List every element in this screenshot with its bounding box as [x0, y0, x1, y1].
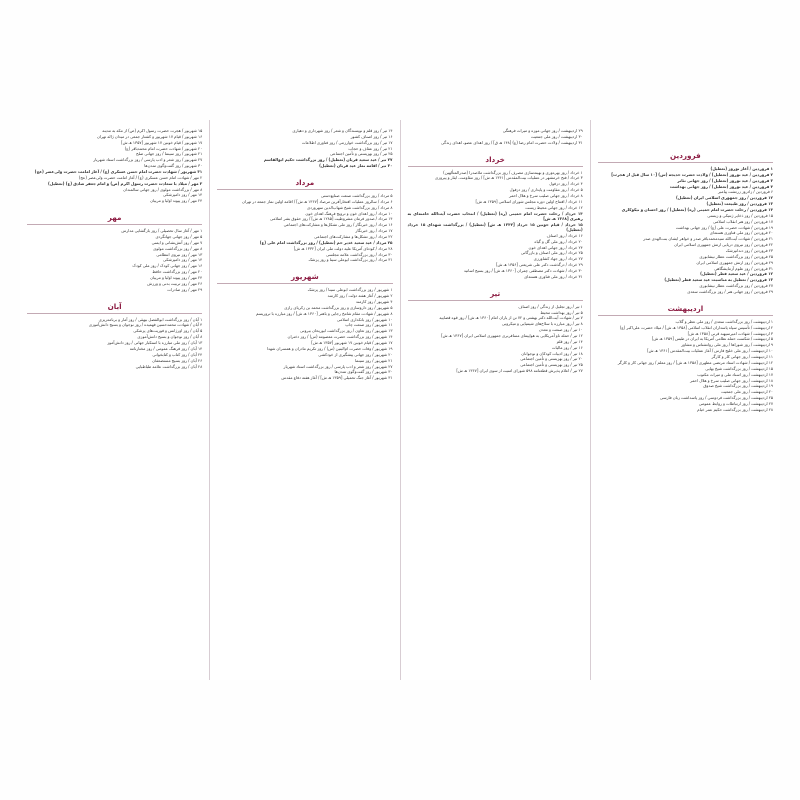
occasion-item: ۱۶ تیر / روز مالیات	[551, 344, 583, 350]
occasion-item: ۲۵ تیر / روز بهزیستی و تأمین اجتماعی	[329, 151, 393, 157]
occasion-item: ۱۵ خرداد / قیام خونین ۱۵ خرداد [۱۳۴۲ هـ ش] (تعطیل) / بزرگداشت شهدای ۱۵ خرداد (تعطیل)	[407, 221, 583, 232]
occasion-item: ۳۱ شهریور / شهادت حضرت امام حسن عسکری (ع) / آغاز امامت حضرت ولی‌عصر (عج)	[34, 169, 203, 175]
occasion-item: ۳۰ شهریور / روز گفت‌وگوی تمدن‌ها	[144, 163, 203, 169]
occasion-item: ۴ فروردین / عید نوروز (تعطیل) / روز جهانی بهداشت	[669, 183, 773, 189]
occasion-item: ۲۴ خرداد / روز جهانی اهدای خون	[528, 244, 583, 250]
occasion-item: ۱ مهر / آغاز سال تحصیلی / روز بازگشایی مدارس	[121, 228, 203, 234]
occasion-item: ۱۶ خرداد / روز اصناف	[546, 232, 583, 238]
occasion-item: ۲۱ شهریور / روز سینما / روز جهانی صلح	[136, 151, 203, 157]
occasion-item: ۳۱ خرداد / روز ملی فناوری هسته‌ای	[524, 273, 583, 279]
occasion-item: ۵ آبان / روز اورژانس و فوریت‌های پزشکی	[133, 328, 203, 334]
occasion-item: ۲ فروردین / عید نوروز (تعطیل) / ولادت حضرت خدیجه (س) [۱۰ سال قبل از هجرت]	[611, 171, 773, 177]
occasion-item: ۳۰ شهریور / روز گفت‌وگوی تمدن‌ها	[334, 369, 393, 375]
list-spacer	[408, 146, 583, 150]
list-spacer	[408, 280, 583, 284]
occasion-item: ۲۸ آبان / روز بزرگداشت علامه طباطبایی	[135, 363, 203, 369]
month-heading: آبان	[27, 302, 202, 315]
occasion-item: ۳ مهر / میلاد با سعادت حضرت رسول اکرم (ص) و امام جعفر صادق (ع) (تعطیل)	[47, 180, 203, 186]
list-spacer	[27, 293, 202, 297]
occasion-item: ۵ شهریور / روز داروسازی و روز بزرگداشت محمد بن زکریای رازی	[284, 304, 393, 310]
occasion-item: ۳۱ شهریور / آغاز جنگ تحمیلی [۱۳۵۹ هـ ش] / آغاز هفته دفاع مقدس	[281, 375, 393, 381]
occasion-item: ۲۴ مهر / روز پیوند اولیا و مربیان	[150, 275, 203, 281]
list-spacer	[27, 204, 202, 208]
occasion-item: ۸ خرداد / روز جهانی صلیب سرخ و هلال احمر	[509, 193, 583, 199]
occasion-item: ۱ تیر / روز تجلیل از زندگی / روز اصناف	[518, 303, 583, 309]
occasion-item: ۲۶ آبان / روز بسیج مستضعفان	[152, 357, 203, 363]
occasion-item: ۸ شهریور / شهادت مقام شامخ رجایی و باهنر [۱۳۶۰ هـ ش] / روز مبارزه با تروریسم	[255, 310, 393, 316]
occasion-item: ۲۹ خرداد / درگذشت دکتر علی شریعتی [۱۳۵۶ هـ ش]	[495, 262, 583, 268]
occasion-item: ۱ فروردین / آغاز نوروز (تعطیل)	[710, 166, 773, 171]
occasion-item: ۷ تیر / شهادت آیت‌الله دکتر بهشتی و ۷۲ تن از یاران امام [۱۳۶۰ هـ ش] / روز قوه قضاییه	[439, 315, 583, 321]
month-heading-rule	[598, 162, 773, 163]
occasion-item: ۱ اردیبهشت / روز بزرگداشت سعدی / روز ملی عطر و گلاب	[675, 318, 773, 324]
occasion-item: ۱۰ شهریور / روز بانکداری اسلامی	[336, 316, 393, 322]
occasion-item: ۶ فروردین / زادروز زرتشت پیامبر	[718, 189, 773, 195]
occasion-item: ۱۴ فروردین / رحلت حضرت امام خمینی (ره) (تعطیل) / روز احسان و نیکوکاری	[621, 207, 773, 213]
occasion-list	[598, 166, 773, 294]
occasion-item: ۱۳ فروردین / روز طبیعت (تعطیل)	[706, 201, 773, 207]
occasion-item: ۱۷ تیر / روز بزرگداشت خوارزمی / روز فناوری اطلاعات	[301, 139, 393, 145]
month-heading: خرداد	[408, 155, 583, 168]
occasion-item: ۱۶ شهریور / قیام ۱۷ شهریور و کشتار جمعی در میدان ژاله تهران	[96, 133, 203, 139]
occasion-item: ۲۶ مهر / روز تربیت بدنی و ورزش	[147, 280, 203, 286]
occasion-item: ۲۵ اردیبهشت / روز بزرگداشت فردوسی / روز پاسداشت زبان فارسی	[659, 395, 773, 401]
occasion-item: ۸ آبان / روز نوجوان و بسیج دانش‌آموزی	[137, 334, 203, 340]
list-spacer	[217, 381, 392, 385]
occasion-list	[217, 128, 392, 168]
occasion-item: ۱۳ شهریور / روز تعاون / روز بزرگداشت ابوریحان بیرونی	[300, 328, 393, 334]
occasion-item: ۱۸ اردیبهشت / روز جهانی صلیب سرخ و هلال احمر	[690, 377, 773, 383]
occasion-item: ۲۰ اردیبهشت / روز ملی جمعیت	[721, 389, 773, 395]
occasion-item: ۲۷ شهریور / روز شعر و ادب پارسی / روز بزرگداشت استاد شهریار	[93, 157, 203, 163]
occasion-item: ۱۶ مهر / روز جهانی کودک / روز ملی کودک	[132, 263, 203, 269]
occasion-item: ۱۳ مهر / روز نیروی انتظامی	[156, 251, 203, 257]
occasion-item: ۲۸ مرداد / کودتای آمریکا علیه دولت ملی ایران [۱۳۳۲ هـ ش]	[293, 245, 393, 251]
occasion-item: ۱ شهریور / روز بزرگداشت ابوعلی سینا / روز پزشک	[307, 287, 393, 293]
occasion-item: ۳۰ مرداد / روز بزرگداشت علامه مجلسی	[325, 251, 393, 257]
month-heading-rule	[408, 300, 583, 301]
list-spacer	[598, 295, 773, 299]
list-spacer	[598, 413, 773, 417]
occasion-item: ۱۲ فروردین / روز جمهوری اسلامی ایران (تعطیل)	[675, 195, 773, 201]
occasion-item: ۲۰ تیر / روز بهزیستی و تأمین اجتماعی	[520, 356, 583, 362]
occasion-item: ۲ مهر / شهادت امام حسن عسکری (ع) / آغاز امامت حضرت ولی‌عصر (عج)	[78, 174, 203, 180]
occasion-item: ۳ خرداد / فتح خرمشهر در عملیات بیت‌المقدس [۱۳۶۱ هـ ش] / روز مقاومت، ایثار و پیروزی	[435, 175, 583, 181]
occasion-item: ۱۵ اردیبهشت / روز بزرگداشت شیخ بهایی	[705, 365, 773, 371]
occasion-item: ۱۰ اردیبهشت / روز ملی خلیج فارس / آغاز عملیات بیت‌المقدس [۱۳۶۱ هـ ش]	[647, 348, 773, 354]
occasion-item: ۲۰ فروردین / روز ملی فناوری هسته‌ای	[709, 230, 773, 236]
occasion-item: ۲۰ شهریور / روز جهانی پیشگیری از خودکشی	[318, 351, 393, 357]
occasion-list	[217, 287, 392, 380]
occasion-item: ۱۴ تیر / روز قلم و نویسندگان و شعر / روز شهرداری و دهیاری	[292, 128, 393, 133]
month-heading-rule	[27, 224, 202, 225]
occasion-item: ۱ خرداد / روز بهره‌وری و بهینه‌سازی مصرف / روز بزرگداشت ملاصدرا (صدرالمتألهین)	[443, 169, 583, 175]
month-heading: شهریور	[217, 272, 392, 285]
occasion-item: ۴ خرداد / روز دزفول	[549, 181, 583, 187]
occasion-item: ۸ مهر / روز بزرگداشت مولوی	[153, 245, 203, 251]
occasion-item: ۲۷ تیر / اعلام پذیرش قطعنامه ۵۹۸ شورای امنیت از سوی ایران [۱۳۶۷ هـ ش]	[456, 368, 583, 374]
occasion-item: ۱۴ خرداد / رحلت حضرت امام خمینی (ره) (تعطیل) / انتخاب حضرت آیت‌الله خامنه‌ای به رهبری [۱۳۶۸ هـ ش]	[407, 210, 583, 221]
occasion-item: ۸ مهر / بزرگداشت مولوی / روز جهانی سالمندان	[123, 186, 203, 192]
occasion-item: ۱۱ شهریور / روز صنعت چاپ	[345, 322, 393, 328]
occasion-item: ۱۴ تیر / روز قلم	[556, 338, 583, 344]
occasion-item: ۳۰ اردیبهشت / روز ملی جمعیت	[530, 133, 583, 139]
occasion-item: ۲ اردیبهشت / تأسیس سپاه پاسداران انقلاب اسلامی [۱۳۵۸ هـ ش] / میلاد حضرت علی‌اکبر (ع)	[619, 324, 773, 330]
occasion-list	[598, 319, 773, 412]
occasion-item: ۲۸ اردیبهشت / روز بزرگداشت حکیم عمر خیام	[697, 406, 773, 412]
occasion-item: ۳ اردیبهشت / شهادت امیرسپهبد قرنی [۱۳۵۸ هـ ش]	[687, 330, 773, 336]
occasion-item: ۲۵ خرداد / روز ملی اصناف و بازرگانی	[520, 250, 583, 256]
occasion-item: ۱۲ تیر / حمله ناو آمریکایی به هواپیمای مسافربری جمهوری اسلامی ایران [۱۳۶۷ هـ ش]	[441, 333, 583, 339]
occasion-item: ۲۱ فروردین / شهادت آیت‌الله سیدمحمدباقر صدر و خواهر ایشان بنت‌الهدی صدر	[643, 236, 773, 242]
occasion-item: ۱۲ فروردین / عید سعید فطر (تعطیل)	[700, 271, 773, 277]
occasion-item: ۲۲ فروردین / روز نیروی دریایی ارتش جمهوری اسلامی ایران	[674, 242, 773, 248]
occasion-item: ۱۱ اردیبهشت / روز جهانی کار و کارگر	[711, 354, 773, 360]
month-heading: مهر	[27, 213, 202, 226]
occasion-item: ۳۱ اردیبهشت / ولادت حضرت امام رضا (ع) [۱۴۸ هـ ق] / روز اهدای عضو، اهدای زندگی	[440, 139, 583, 145]
occasion-item: ۲۲ مرداد / روز تشکل‌ها و مشارکت‌های اجتماعی	[314, 234, 393, 240]
month-heading-rule	[598, 315, 773, 316]
column-center-left	[209, 120, 399, 680]
occasion-item: ۲۱ شهریور / روز سینما	[354, 357, 393, 363]
column-center-right	[400, 120, 590, 680]
occasion-list	[408, 128, 583, 145]
occasion-item: ۱۴ مهر / روز دامپزشکی	[162, 257, 203, 263]
occasion-list	[27, 317, 202, 369]
list-spacer	[27, 369, 202, 373]
occasion-item: ۲ شهریور / آغاز هفته دولت / روز کارمند	[327, 293, 393, 299]
occasion-item: ۱۷ شهریور / قیام خونین ۱۷ شهریور [۱۳۵۷ هـ ش]	[121, 139, 203, 145]
occasion-item: ۲۹ فروردین / روز جهانی هنر / روز بزرگداشت سعدی	[687, 289, 773, 295]
occasion-item: ۱ آبان / روز بزرگداشت ابوالفضل بیهقی / روز آمار و برنامه‌ریزی	[98, 316, 203, 322]
occasion-item: ۱۴ مرداد / صدور فرمان مشروطیت [۱۲۸۵ هـ ش] / روز حقوق بشر اسلامی	[270, 216, 393, 222]
occasion-item: ۲۹ اردیبهشت / روز جهانی موزه و میراث فرهنگی	[502, 128, 583, 133]
occasion-item: ۱۸ تیر / روز ادبیات کودکان و نوجوانان	[521, 350, 583, 356]
occasion-item: ۸ تیر / روز مبارزه با سلاح‌های شیمیایی و میکروبی	[501, 321, 583, 327]
month-heading-rule	[27, 313, 202, 314]
occasion-item: ۳۱ فروردین / روز علوم آزمایشگاهی	[714, 265, 773, 271]
occasion-item: ۱۲ اردیبهشت / شهادت استاد مرتضی مطهری [۱۳۵۸ هـ ش] / روز معلم / روز جهانی کار و کارگر	[617, 359, 773, 365]
month-heading-rule	[217, 283, 392, 284]
occasion-item: ۳۱ مرداد / روز بزرگداشت ابوعلی سینا و روز پزشک	[308, 257, 393, 263]
occasion-item: ۵ خرداد / روز مقاومت و پایداری / روز دزفول	[509, 187, 583, 193]
occasion-item: ۶ مرداد / سالروز عملیات افتخارآفرین مرصاد [۱۳۶۷ هـ ش] / اقامه اولین نماز جمعه در تهران	[242, 198, 393, 204]
occasion-item: ۱۲ خرداد / روز جهانی محیط زیست	[525, 204, 583, 210]
occasion-item: ۲۵ تیر / روز بهزیستی و تأمین اجتماعی	[520, 362, 583, 368]
occasion-item: ۱۵ فروردین / روز ذخایر ژنتیکی و زیستی	[707, 212, 773, 218]
occasion-item: ۲۷ شهریور / روز شعر و ادب پارسی / روز بزرگداشت استاد شهریار	[283, 363, 393, 369]
occasion-item: ۱۷ فروردین / روز هنر انقلاب اسلامی	[712, 218, 773, 224]
occasion-item: ۱۰ مرداد / روز اهدای خون و ترویج فرهنگ اهدای خون	[305, 210, 393, 216]
occasion-item: ۱۹ فروردین / شهادت حضرت علی (ع) / روز جهانی بهداشت	[675, 224, 773, 230]
month-heading: اردیبهشت	[598, 304, 773, 317]
column-far-right	[590, 120, 780, 680]
occasion-item: ۱۶ مرداد / روز خبرنگار / روز ملی تشکل‌ها و مشارکت‌های اجتماعی	[283, 222, 393, 228]
occasion-item: ۲۰ مهر / روز بزرگداشت حافظ	[152, 269, 203, 275]
occasion-item: ۲۰ شهریور / شهادت حضرت امام محمدباقر (ع)	[124, 145, 203, 151]
occasion-item: ۲۰ خرداد / روز ملی ‌گل و گیاه	[534, 238, 583, 244]
occasion-item: ۱۳ آبان / روز ملی مبارزه با استکبار جهانی / روز دانش‌آموز	[107, 340, 203, 346]
occasion-item: ۳۰ خرداد / شهادت دکتر مصطفی چمران [۱۳۶۰ هـ ش] / روز بسیج اساتید	[463, 268, 583, 273]
occasion-item: ۲۱ تیر / روز عفاف و حجاب	[348, 145, 393, 151]
column-far-left	[20, 120, 209, 680]
occasion-item: ۱۴ مهر / روز دامپزشکی	[162, 192, 203, 198]
occasion-item: ۱۰ تیر / روز صنعت و معدن	[538, 327, 583, 333]
month-heading: مرداد	[217, 178, 392, 191]
occasion-item: ۱۱ خرداد / افتتاح اولین دوره مجلس شورای اسلامی [۱۳۵۹ هـ ش]	[475, 198, 583, 204]
occasion-item: ۲۵ فروردین / روز بزرگداشت عطار نیشابوری	[699, 253, 773, 259]
occasion-item: ۱۹ شهریور / وفات حضرت ام‌البنین (س) / روز تکریم مادران و همسران شهدا	[266, 345, 393, 351]
occasion-item: ۲۳ فروردین / روز دندانپزشک	[725, 248, 773, 254]
occasion-item: ۴ آبان / شهادت محمدحسین فهمیده / روز نوجوان و بسیج دانش‌آموزی	[88, 322, 203, 328]
occasion-item: ۵ مهر / روز جهانی جهانگردی	[155, 234, 203, 240]
occasion-item: ۹ اردیبهشت / روز شوراها / روز ملی روانشناس و مشاور	[681, 342, 773, 348]
occasion-item: ۵ اردیبهشت / شکست حمله نظامی آمریکا به ایران در طبس [۱۳۵۹ هـ ش]	[651, 336, 773, 342]
occasion-list	[27, 228, 202, 292]
occasion-item: ۲۷ تیر / عید سعید قربان (تعطیل) / روز بزرگداشت حکیم ابوالقاسم	[263, 157, 393, 163]
occasion-item: ۱۹ اردیبهشت / روز بزرگداشت شیخ صدوق	[703, 383, 773, 389]
occasion-item: ۱۶ تیر / روز اصناف کشور	[350, 133, 393, 139]
month-heading: تیر	[408, 289, 583, 302]
occasion-item: ۲۴ مهر / روز پیوند اولیا و مربیان	[150, 198, 203, 204]
occasion-item: ۲۵ مرداد / عید سعید غدیر خم (تعطیل) / روز بزرگداشت امام علی (ع)	[259, 239, 393, 245]
occasion-item: ۳۰ تیر / اقامه نماز عید قربان (تعطیل)	[319, 163, 393, 169]
occasion-item: ۲۷ فروردین / روز بزرگداشت عطار نیشابوری	[699, 283, 773, 289]
occasion-list	[408, 170, 583, 280]
occasion-item: ۸ مرداد / روز بزرگداشت شیخ شهاب‌الدین سهروردی	[306, 204, 393, 210]
occasion-list	[217, 193, 392, 263]
list-spacer	[217, 169, 392, 173]
occasion-item: ۱۵ شهریور / هجرت حضرت رسول اکرم (ص) از مکه به مدینه	[102, 128, 203, 133]
occasion-item: ۱۷ مرداد / روز خبرنگار	[355, 228, 393, 234]
month-heading-rule	[408, 166, 583, 167]
occasion-item: ۷ مهر / روز آتش‌نشانی و ایمنی	[151, 239, 203, 245]
occasion-item: ۱۷ اردیبهشت / روز اسناد ملی و میراث مکتوب	[697, 371, 773, 377]
occasion-item: ۱۷ شهریور / قیام خونین ۱۷ شهریور [۱۳۵۷ هـ ش]	[311, 340, 393, 346]
list-spacer	[217, 263, 392, 267]
month-heading-rule	[217, 189, 392, 190]
occasion-item: ۵ مرداد / روز بزرگداشت صنعت صنایع‌دستی	[320, 193, 393, 199]
occasion-list	[408, 304, 583, 374]
occasions-sheet	[20, 120, 780, 680]
occasion-item: ۱۳ فروردین / تعطیل به مناسبت عید سعید فطر (تعطیل)	[664, 277, 773, 283]
occasion-item: ۲۹ مهر / روز صادرات	[167, 286, 203, 292]
list-spacer	[408, 374, 583, 378]
occasion-item: ۱۴ آبان / روز فرهنگ عمومی / روز مختارنامه	[129, 345, 203, 351]
occasion-item: ۳ فروردین / عید نوروز (تعطیل) / روز جهانی تئاتر	[677, 177, 773, 183]
occasion-item: ۲۴ آبان / روز کتاب و کتابخوانی	[152, 351, 203, 357]
month-heading: فروردین	[598, 151, 773, 164]
occasion-item: ۲۷ خرداد / روز جهاد کشاورزی	[533, 256, 583, 262]
occasion-list	[27, 128, 202, 204]
occasion-item: ۵ تیر / روز بهداشت محیط	[540, 309, 583, 315]
occasion-item: ۲۹ فروردین / روز ارتش جمهوری اسلامی ایران	[696, 259, 773, 265]
occasion-item: ۴ شهریور / روز کارمند	[355, 299, 393, 305]
occasion-item: ۲۷ اردیبهشت / روز ارتباطات و روابط عمومی	[698, 400, 773, 406]
occasion-item: ۱۴ شهریور / روز بزرگداشت حضرت معصومه (س) / روز دختران	[287, 334, 393, 340]
